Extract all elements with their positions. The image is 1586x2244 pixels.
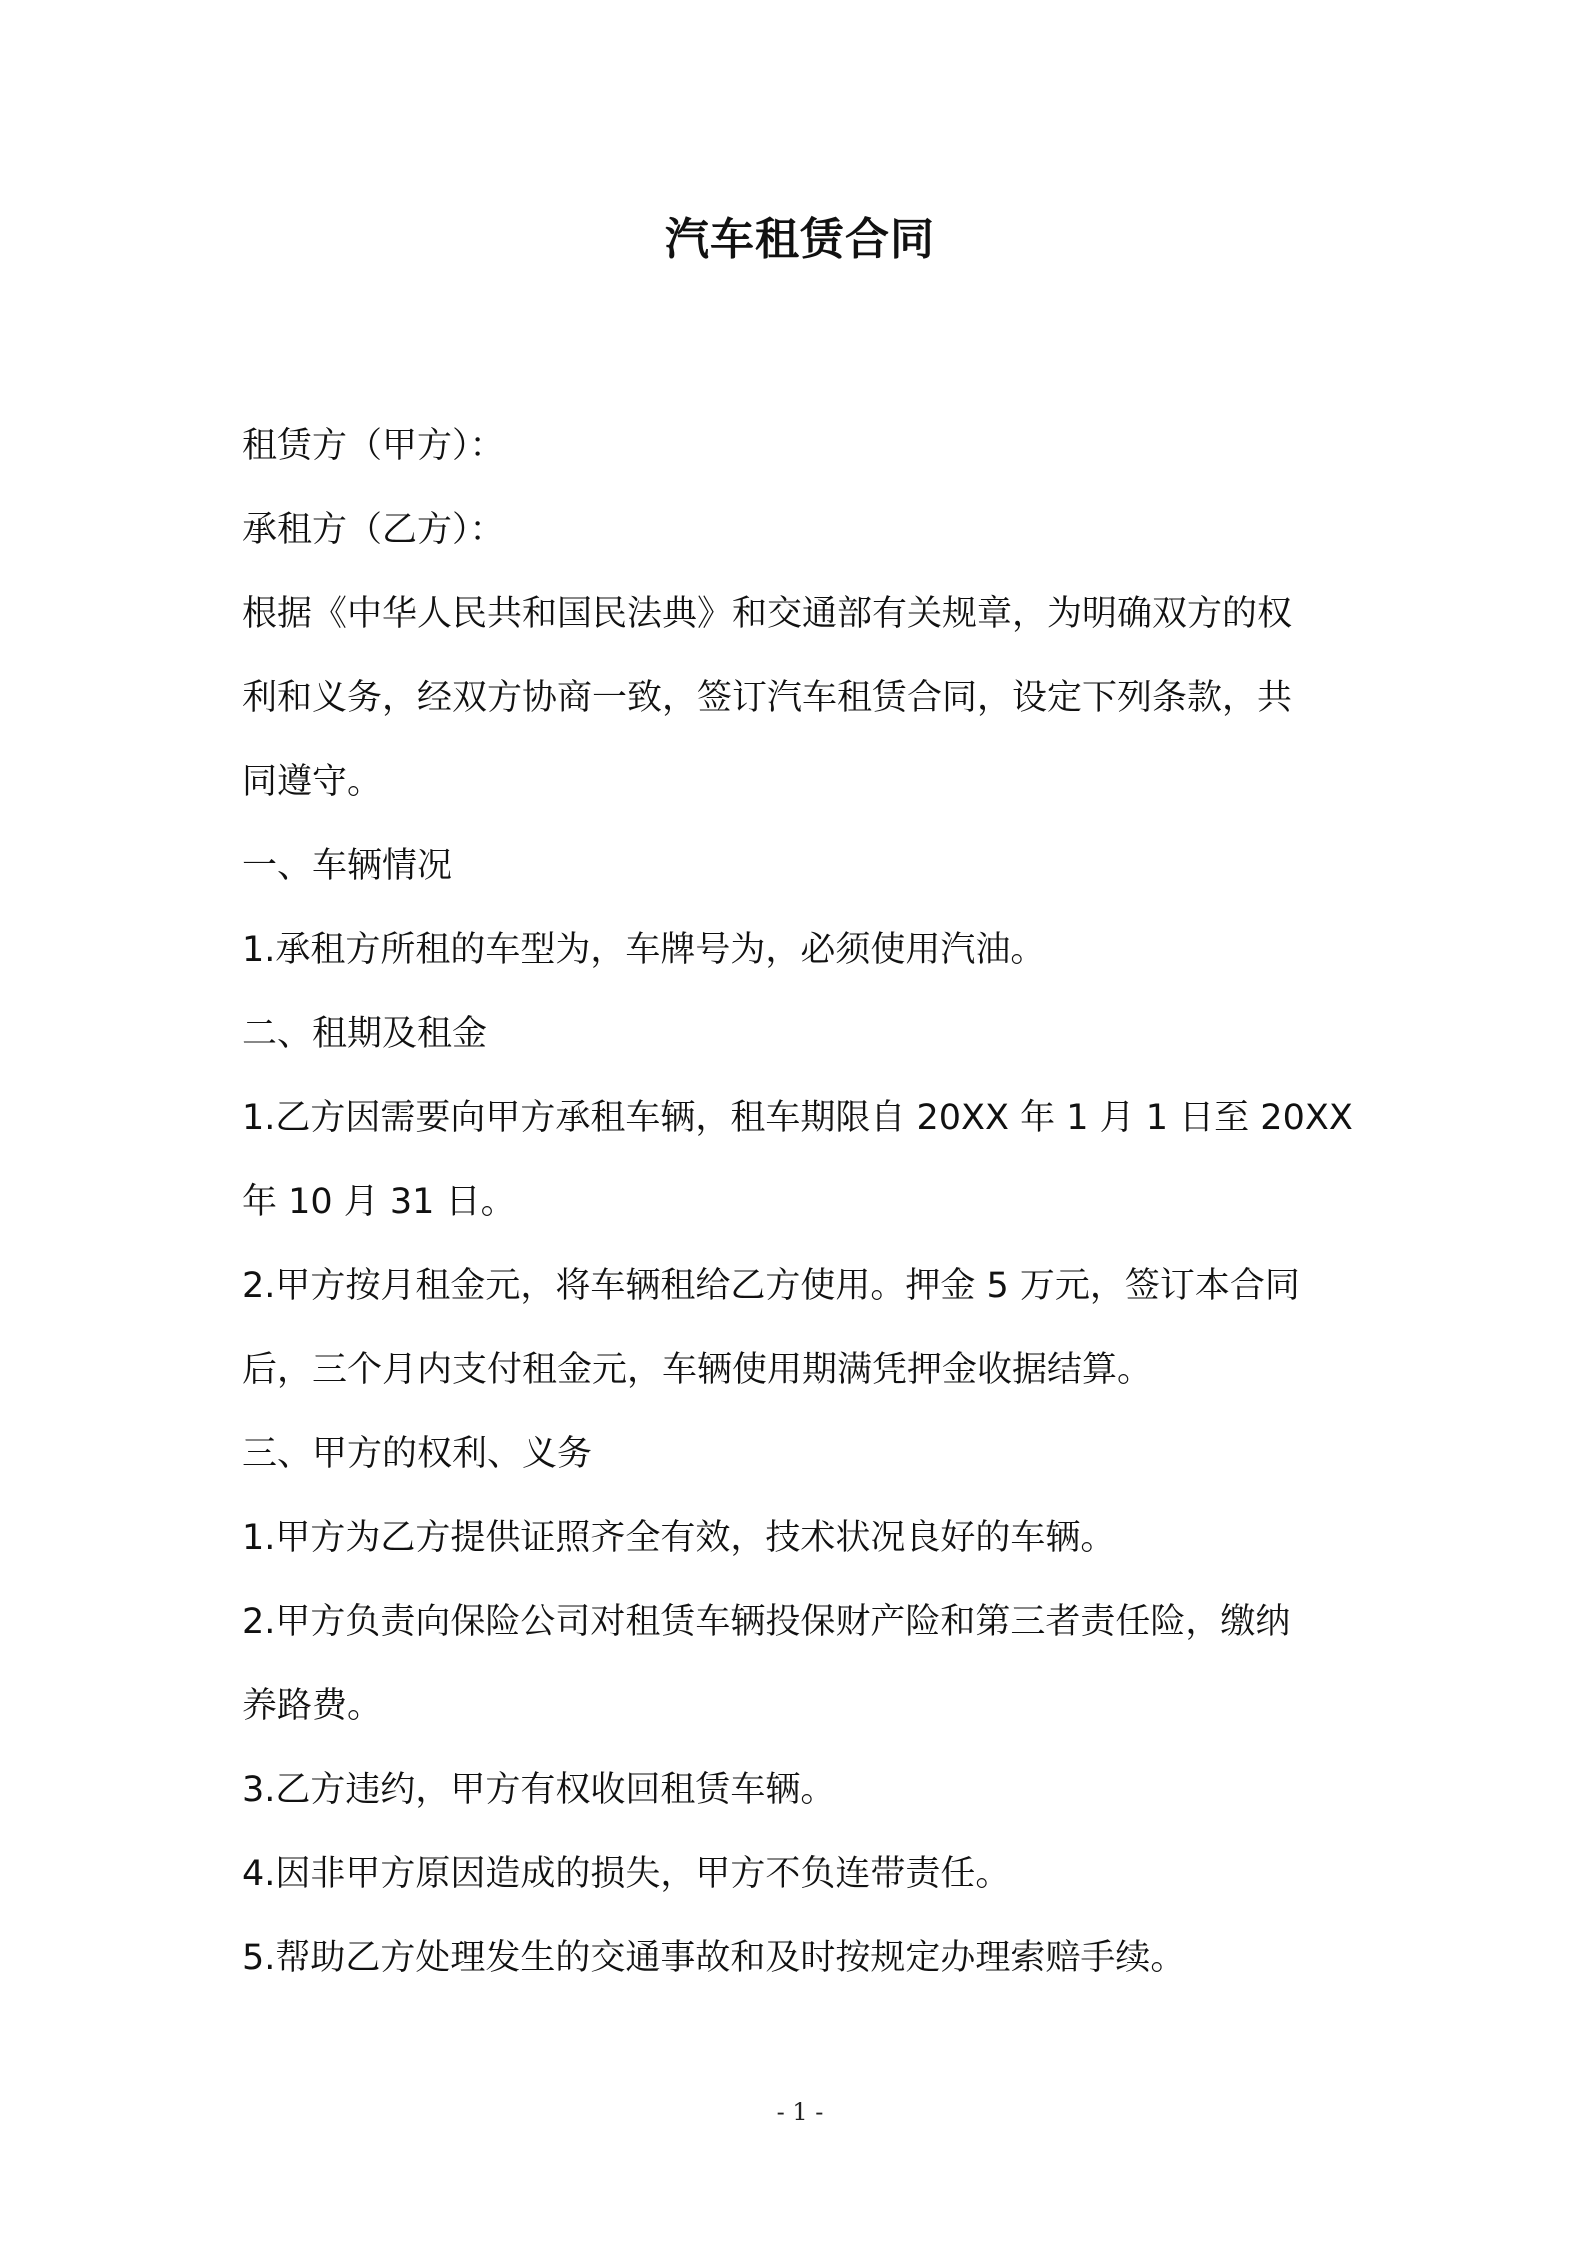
paragraph-line: 1.乙方因需要向甲方承租车辆，租车期限自 20XX 年 1 月 1 日至 20XX: [242, 1098, 1353, 1138]
paragraph-line: 年 10 月 31 日。: [242, 1182, 516, 1222]
paragraph-line: 根据《中华人民共和国民法典》和交通部有关规章，为明确双方的权: [242, 594, 1293, 634]
paragraph-line: 5.帮助乙方处理发生的交通事故和及时按规定办理索赔手续。: [242, 1938, 1186, 1978]
clause-3-1: [242, 1496, 1358, 1580]
clause-1-1: [242, 908, 1358, 992]
clause-2-2: [242, 1244, 1358, 1412]
paragraph-line: 2.甲方负责向保险公司对租赁车辆投保财产险和第三者责任险，缴纳: [242, 1602, 1291, 1642]
paragraph-line: 4.因非甲方原因造成的损失，甲方不负连带责任。: [242, 1854, 1011, 1894]
section-heading-term-rent: 二、租期及租金: [242, 1014, 488, 1054]
paragraph-line: 1.甲方为乙方提供证照齐全有效，技术状况良好的车辆。: [242, 1518, 1116, 1558]
paragraph-line: 1.承租方所租的车型为，车牌号为，必须使用汽油。: [242, 930, 1046, 970]
document-body: [242, 404, 1358, 2000]
paragraph-line: 后，三个月内支付租金元，车辆使用期满凭押金收据结算。: [242, 1350, 1153, 1390]
lessee-field: 承租方（乙方）：: [242, 510, 505, 550]
section-heading-vehicle: 一、车辆情况: [242, 846, 453, 886]
paragraph-line: 2.甲方按月租金元，将车辆租给乙方使用。押金 5 万元，签订本合同: [242, 1266, 1300, 1306]
intro-paragraph: [242, 572, 1358, 824]
clause-3-3: [242, 1748, 1358, 1832]
paragraph-line: 养路费。: [242, 1686, 383, 1726]
page-number: - 1 -: [776, 2098, 824, 2126]
clause-2-1: [242, 1076, 1358, 1244]
section-heading-lessor-rights: 三、甲方的权利、义务: [242, 1434, 593, 1474]
paragraph-line: 同遵守。: [242, 762, 383, 802]
clause-3-4: [242, 1832, 1358, 1916]
paragraph-line: 3.乙方违约，甲方有权收回租赁车辆。: [242, 1770, 836, 1810]
paragraph-line: 利和义务，经双方协商一致，签订汽车租赁合同，设定下列条款，共: [242, 678, 1293, 718]
clause-3-2: [242, 1580, 1358, 1748]
clause-3-5: [242, 1916, 1358, 2000]
page-title: 汽车租赁合同: [665, 214, 935, 265]
lessor-field: 租赁方（甲方）：: [242, 426, 505, 466]
